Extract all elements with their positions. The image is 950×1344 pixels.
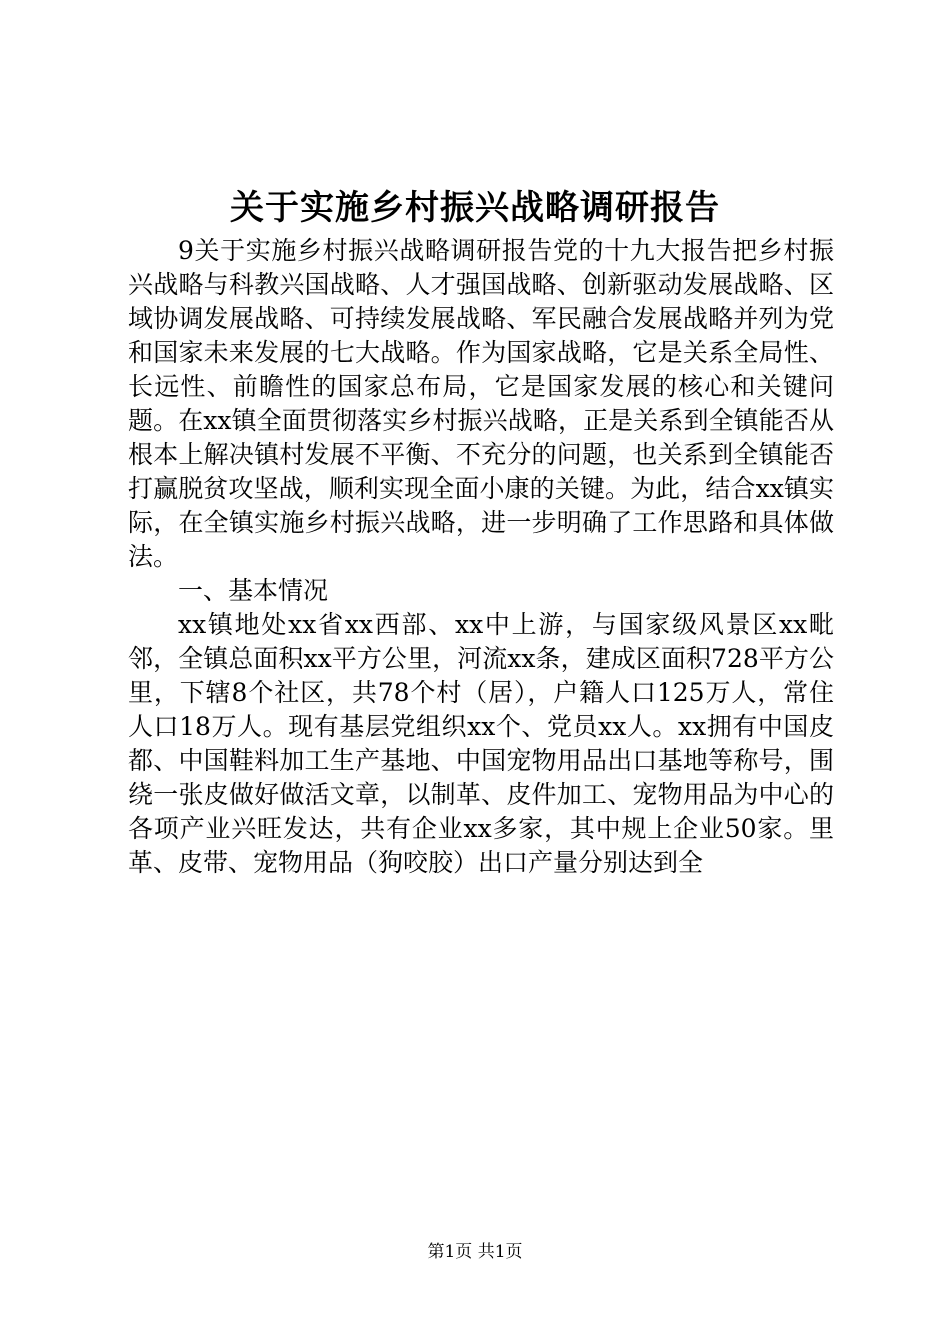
paragraph-intro: 9关于实施乡村振兴战略调研报告党的十九大报告把乡村振兴战略与科教兴国战略、人才强国战略、创新驱动发展战略、区域协调发展战略、可持续发展战略、军民融合发展战略并列为党和国家未来发展的七大战略。作为国家战略，它是关系全局性、长远性、前瞻性的国家总布局，它是国家发展的核心和关键问题。在xx镇全面贯彻落实乡村振兴战略，正是关系到全镇能否从根本上解决镇村发展不平衡、不充分的问题，也关系到全镇能否打赢脱贫攻坚战，顺利实现全面小康的关键。为此，结合xx镇实际，在全镇实施乡村振兴战略，进一步明确了工作思路和具体做法。: [128, 236, 834, 571]
section-heading-basic-situation: 一、基本情况: [178, 576, 329, 605]
paragraph-basic-situation: xx镇地处xx省xx西部、xx中上游，与国家级风景区xx毗邻，全镇总面积xx平方公里，河流xx条，建成区面积728平方公里，下辖8个社区，共78个村（居），户籍人口125万人，常住人口18万人。现有基层党组织xx个、党员xx人。xx拥有中国皮都、中国鞋料加工生产基地、中国宠物用品出口基地等称号，围绕一张皮做好做活文章，以制革、皮件加工、宠物用品为中心的各项产业兴旺发达，共有企业xx多家，其中规上企业50家。里革、皮带、宠物用品（狗咬胶）出口产量分别达到全: [128, 610, 834, 877]
page-number-footer: 第1页 共1页: [427, 1242, 523, 1262]
document-body: [128, 234, 834, 880]
document-title: 关于实施乡村振兴战略调研报告: [230, 188, 720, 228]
